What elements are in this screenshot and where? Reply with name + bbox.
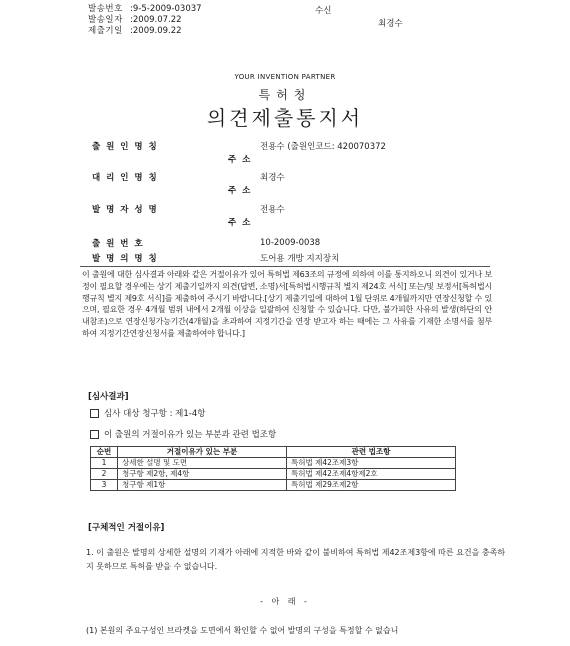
application-number-label: 출 원 번 호 — [92, 239, 143, 249]
applicant-address-label: 주 소 — [228, 155, 251, 165]
applicant-row — [92, 140, 386, 152]
agent-address-row — [228, 184, 250, 196]
row-reason: 청구항 제2항, 제4항 — [118, 469, 287, 480]
table-row — [91, 458, 456, 469]
checkbox-icon — [90, 430, 99, 439]
inventor-address-label: 주 소 — [228, 218, 251, 228]
row-reason: 청구항 제1항 — [118, 480, 287, 491]
checkbox-icon — [90, 409, 99, 418]
application-number-row — [92, 237, 320, 249]
row-law: 특허법 제42조제4항제2호 — [287, 469, 456, 480]
inventor-address-row — [228, 216, 250, 228]
reason-item-1-1: (1) 본원의 주요구성인 브라켓을 도면에서 확인할 수 없어 발명의 구성을 특정할 수 없습니 — [86, 626, 399, 635]
inventor-row — [92, 203, 285, 215]
partner-slogan: YOUR INVENTION PARTNER — [234, 73, 336, 81]
inventor-label: 발 명 자 성 명 — [92, 205, 157, 215]
exam-result-heading: [심사결과] — [88, 392, 129, 402]
col-reason-header: 거절이유가 있는 부분 — [118, 447, 287, 458]
table-row — [91, 469, 456, 480]
reason-item-1: 1. 이 출원은 발명의 상세한 설명의 기재가 아래에 지적한 바와 같이 불비하여 특허법 제42조제3항에 따른 요건을 충족하지 못하므로 특허를 받을 수 없습니다. — [86, 548, 506, 571]
applicant-address-row — [228, 153, 250, 165]
row-law: 특허법 제42조제3항 — [287, 458, 456, 469]
specific-reasons-heading: [구체적인 거절이유] — [88, 523, 165, 533]
row-number: 2 — [91, 469, 118, 480]
rejection-parts-line — [90, 428, 276, 440]
dispatch-number-label: 발송번호 — [88, 4, 123, 14]
table-header-row — [91, 447, 456, 458]
agent-value: 최경수 — [260, 173, 285, 183]
rejection-reasons-table — [90, 446, 456, 491]
document-metadata: 발송번호 : 9-5-2009-03037 발송일자 : 2009.07.22 제출기일 : 2009.09.22 — [88, 4, 202, 36]
row-number: 3 — [91, 480, 118, 491]
claims-line-text: 심사 대상 청구항 : 제1-4항 — [104, 409, 206, 419]
dispatch-number: 9-5-2009-03037 — [132, 4, 202, 14]
dispatch-date: 2009.07.22 — [132, 15, 182, 25]
applicant-value: 전용수 (출원인코드: 420070372 — [260, 142, 386, 152]
row-reason: 상세한 설명 및 도면 — [118, 458, 287, 469]
table-row — [91, 480, 456, 491]
invention-title-row — [92, 252, 339, 264]
recipient-name: 최경수 — [378, 19, 403, 29]
divider — [80, 266, 490, 267]
due-date-label: 제출기일 — [88, 26, 123, 36]
below-marker: - 아 래 - — [260, 597, 310, 606]
agent-row — [92, 171, 285, 183]
notice-body-text: 이 출원에 대한 심사결과 아래와 같은 거절이유가 있어 특허법 제63조의 규정에 의하여 이를 통지하오니 의견이 있거나 보정이 필요할 경우에는 상기 제출기일까지 의견(답변, 소명)서[특허법시행규칙 별지 제24호 서식] 또는/및 보정서[특허법시행규칙 별지 제9호 서식]를 제출하여 주시기 바랍니다.[상기 제출기일에 대하여 1월 단위로 4개월까지만 연장신청할 수 있으며, 필요한 경우 4개월 범위 내에서 2개월 이상을 일괄하여 신청할 수 있습니다. 다만, 불가피한 사유의 발생(하단의 안내참조)으로 연장신청가능기간(4개월)을 초과하여 지정기간을 연장 받고자 하는 때에는 그 사유를 기재한 소명서를 첨부하여 지정기간연장신청서를 제출하여야 합니다.] — [82, 270, 492, 338]
dispatch-date-label: 발송일자 — [88, 15, 123, 25]
applicant-label: 출 원 인 명 칭 — [92, 142, 157, 152]
agent-address-label: 주 소 — [228, 186, 251, 196]
inventor-value: 전용수 — [260, 205, 285, 215]
due-date: 2009.09.22 — [132, 26, 182, 36]
invention-title-label: 발 명 의 명 칭 — [92, 254, 157, 264]
col-law-header: 관련 법조항 — [287, 447, 456, 458]
issuing-office: 특허청 — [258, 88, 312, 102]
claims-under-exam — [90, 407, 205, 419]
recipient-label: 수신 — [315, 6, 332, 16]
row-number: 1 — [91, 458, 118, 469]
row-law: 특허법 제29조제2항 — [287, 480, 456, 491]
agent-label: 대 리 인 명 칭 — [92, 173, 157, 183]
document-title: 의견제출통지서 — [206, 106, 364, 130]
application-number: 10-2009-0038 — [260, 238, 321, 248]
col-number-header: 순번 — [91, 447, 118, 458]
reasons-line-text: 이 출원의 거절이유가 있는 부분과 관련 법조항 — [104, 430, 277, 440]
invention-title: 도어용 개방 지지장치 — [260, 254, 340, 264]
